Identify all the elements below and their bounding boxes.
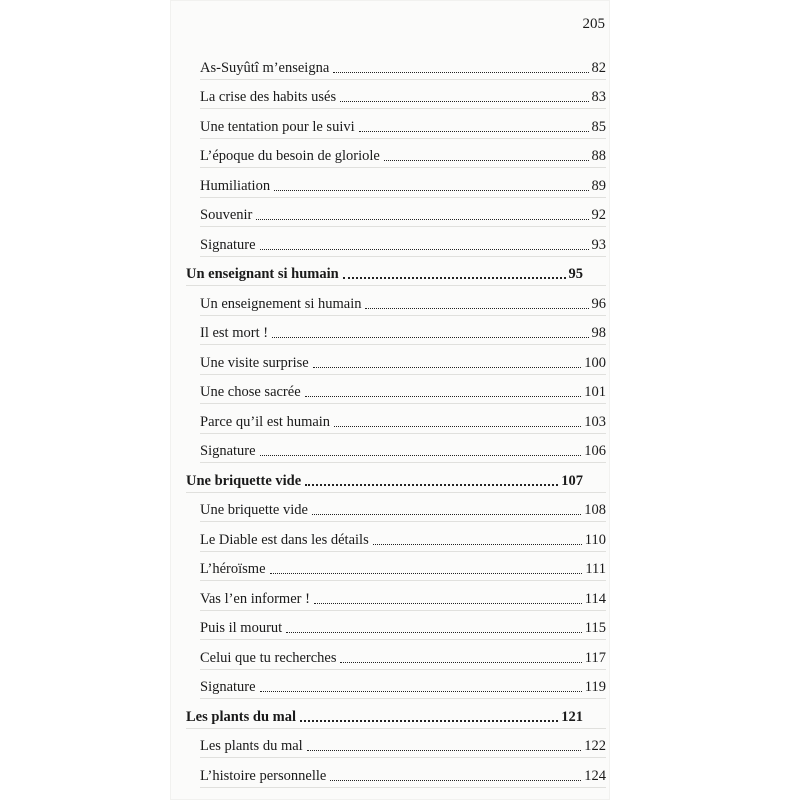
page-number: 205: [582, 16, 605, 32]
toc-entry: [186, 372, 606, 402]
toc-entry-title: Un enseignant si humain: [186, 266, 339, 282]
dot-leader: [334, 426, 581, 427]
toc-entry-page: 85: [591, 118, 606, 135]
toc-entry-title: Une briquette vide: [200, 502, 308, 518]
toc-entry: [186, 195, 606, 225]
table-of-contents: [186, 47, 606, 785]
toc-entry: [186, 578, 606, 608]
dot-leader: [340, 662, 581, 663]
toc-entry-page: 121: [561, 708, 583, 725]
toc-entry-page: 96: [591, 295, 606, 312]
dot-leader: [333, 72, 588, 73]
toc-entry: [186, 637, 606, 667]
toc-entry-title: Vas l’en informer !: [200, 590, 310, 607]
toc-entry-title: L’héroïsme: [200, 561, 266, 577]
dot-leader: [373, 544, 582, 545]
toc-entry-page: 95: [568, 266, 583, 282]
toc-entry-title: Les plants du mal: [186, 708, 296, 725]
toc-entry: [186, 165, 606, 195]
toc-entry-title: Une chose sacrée: [200, 384, 301, 400]
toc-entry: [186, 490, 606, 520]
toc-entry-title: Celui que tu recherches: [200, 649, 337, 666]
toc-entry-title: As-Suyûtî m’enseigna: [200, 59, 330, 76]
dot-leader: [343, 277, 566, 279]
toc-entry: [186, 224, 606, 254]
toc-entry-page: 110: [584, 531, 606, 548]
toc-entry: [186, 519, 606, 549]
toc-entry-title: Il est mort !: [200, 325, 269, 341]
toc-entry: [186, 47, 606, 77]
toc-entry-title: Puis il mourut: [200, 620, 283, 636]
toc-entry-page: 89: [591, 177, 606, 194]
toc-entry: [186, 77, 606, 107]
toc-entry-title: Une briquette vide: [186, 472, 302, 489]
toc-entry: [186, 726, 606, 756]
dot-leader: [286, 632, 582, 633]
toc-entry-title: Une tentation pour le suivi: [200, 118, 355, 135]
toc-entry-page: 117: [584, 649, 606, 666]
toc-entry-page: 100: [584, 354, 606, 371]
toc-section-entry: [186, 254, 606, 284]
toc-section-entry: [186, 696, 606, 726]
toc-entry: [186, 755, 606, 785]
toc-entry: [186, 401, 606, 431]
dot-leader: [305, 396, 582, 397]
toc-entry: [186, 667, 606, 697]
dot-leader: [272, 337, 588, 338]
dot-leader: [274, 190, 588, 191]
dot-leader: [256, 219, 588, 220]
toc-entry-page: 114: [584, 590, 606, 607]
toc-entry-title: L’histoire personnelle: [200, 767, 327, 784]
toc-entry-title: Les plants du mal: [200, 738, 303, 754]
toc-entry: [186, 608, 606, 638]
toc-entry: [186, 313, 606, 343]
toc-entry-page: 107: [561, 472, 583, 489]
toc-entry-title: Un enseignement si humain: [200, 295, 362, 312]
dot-leader: [270, 573, 583, 574]
toc-entry-title: Le Diable est dans les détails: [200, 531, 369, 548]
dot-leader: [307, 750, 582, 751]
toc-entry: [186, 283, 606, 313]
dot-leader: [330, 780, 581, 781]
toc-entry-page: 92: [591, 207, 606, 223]
toc-entry-title: La crise des habits usés: [200, 89, 337, 105]
dot-leader: [314, 603, 582, 604]
toc-entry-page: 103: [584, 413, 606, 430]
toc-entry-title: L’époque du besoin de gloriole: [200, 148, 380, 164]
toc-entry-title: Souvenir: [200, 207, 253, 223]
dot-leader: [365, 308, 588, 309]
toc-entry-page: 106: [584, 443, 606, 459]
toc-entry-title: Signature: [200, 443, 256, 459]
dot-leader: [260, 455, 582, 456]
dot-leader: [260, 249, 589, 250]
toc-entry-page: 108: [584, 502, 606, 518]
dot-leader: [305, 484, 558, 486]
toc-entry-title: Une visite surprise: [200, 354, 309, 371]
dot-leader: [340, 101, 588, 102]
toc-entry-page: 124: [584, 767, 606, 784]
toc-entry-title: Signature: [200, 679, 256, 695]
dot-leader: [384, 160, 589, 161]
toc-entry-page: 119: [584, 679, 606, 695]
toc-entry-title: Signature: [200, 236, 256, 253]
dot-leader: [359, 131, 589, 132]
dot-leader: [260, 691, 582, 692]
toc-entry: [186, 342, 606, 372]
toc-entry-page: 88: [591, 148, 606, 164]
toc-entry: [186, 431, 606, 461]
toc-entry-page: 122: [584, 738, 606, 754]
toc-entry: [186, 549, 606, 579]
toc-entry-page: 83: [591, 89, 606, 105]
toc-entry-page: 115: [584, 620, 606, 636]
toc-entry-page: 111: [585, 561, 606, 577]
toc-entry-page: 93: [591, 236, 606, 253]
toc-entry-page: 101: [584, 384, 606, 400]
toc-section-entry: [186, 460, 606, 490]
toc-entry-title: Humiliation: [200, 177, 271, 194]
dot-leader: [312, 514, 581, 515]
toc-entry-title: Parce qu’il est humain: [200, 413, 331, 430]
toc-entry-page: 82: [591, 59, 606, 76]
toc-entry: [186, 106, 606, 136]
dot-leader: [300, 720, 558, 722]
toc-entry: [186, 136, 606, 166]
dot-leader: [313, 367, 582, 368]
toc-entry-page: 98: [591, 325, 606, 341]
